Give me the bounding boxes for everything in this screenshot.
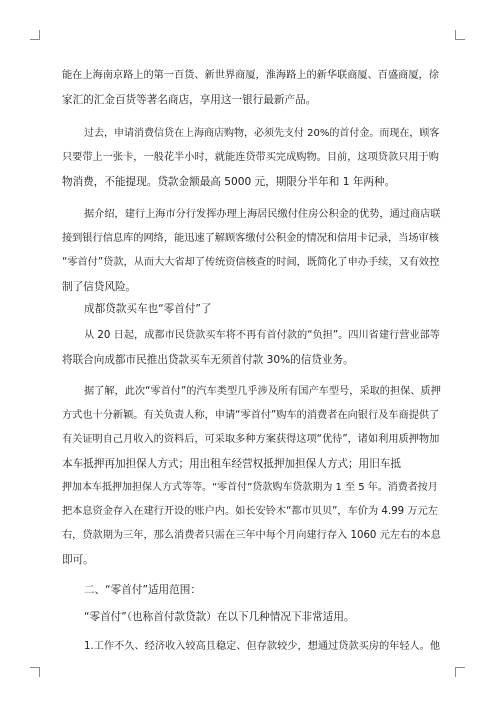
text-line: 从 20 日起，成都市民贷款买车将不再有首付款的“负担”。四川省建行营业部等 (84, 330, 440, 341)
text-line: 有关证明自己月收入的资料后，可采取多种方案获得这项“优待”，诸如利用质押物加 (62, 434, 440, 445)
text-line: 接到银行信息库的网络，能迅速了解顾客缴付公积金的情况和信用卡记录，当场审核 (62, 233, 439, 244)
text-line: 即可。 (62, 554, 94, 566)
section-heading: 成都贷款买车也“零首付”了 (84, 303, 212, 315)
text-line: 把本息资金存入在建行开设的账户内。如长安铃木“都市贝贝”，车价为 4.99 万元左 (62, 506, 438, 517)
text-line: 家汇的汇金百货等著名商店，享用这一银行最新产品。 (62, 94, 317, 106)
text-line: “零首付”（也称首付款贷款）在以下几种情况下非常适用。 (84, 611, 355, 623)
crop-mark-bottom-right (455, 667, 465, 677)
text-line: 右，贷款期为三年，那么消费者只需在三年中每个月向建行存入 1060 元左右的本息 (62, 530, 441, 541)
section-heading: 二、“零首付”适用范围： (84, 584, 201, 596)
text-line: 1.工作不久、经济收入较高且稳定、但存款较少，想通过贷款买房的年轻人。他 (84, 641, 441, 652)
text-line: 方式也十分新颖。有关负责人称，申请“零首付”购车的消费者在向银行及车商提供了 (62, 410, 440, 421)
text-line: “零首付”贷款，从而大大省却了传统资信核查的时间，既简化了申办手续，又有效控 (62, 257, 440, 268)
text-line: 据了解，此次“零首付”的汽车类型几乎涉及所有国产车型号，采取的担保、质押 (84, 386, 441, 397)
crop-mark-top-left (30, 30, 40, 40)
text-line: 物消费，不能提现。贷款金额最高 5000 元，期限分半年和 1 年两种。 (62, 176, 396, 188)
text-line: 只要带上一张卡，一般花半小时，就能连贷带买完成购物。目前，这项贷款只用于购 (62, 152, 439, 163)
text-line: 过去，申请消费信贷在上海商店购物，必须先支付 20%的首付金。而现在，顾客 (84, 128, 440, 139)
text-line: 将联合向成都市民推出贷款买车无须首付款 30%的信贷业务。 (62, 354, 354, 366)
crop-mark-top-right (455, 30, 465, 40)
crop-mark-bottom-left (30, 667, 40, 677)
text-line: 据介绍，建行上海市分行发挥办理上海居民缴付住房公积金的优势，通过商店联 (84, 209, 441, 220)
text-line: 本车抵押再加担保人方式；用出租车经营权抵押加担保人方式；用旧车抵 (62, 458, 401, 470)
text-line: 制了信贷风险。 (62, 281, 137, 293)
text-line: 能在上海南京路上的第一百货、新世界商厦，淮海路上的新华联商厦、百盛商厦，徐 (62, 70, 439, 81)
text-line: 押加本车抵押加担保人方式等等。“零首付”贷款购车贷款期为 1 至 5 年。消费者按月 (62, 482, 438, 493)
